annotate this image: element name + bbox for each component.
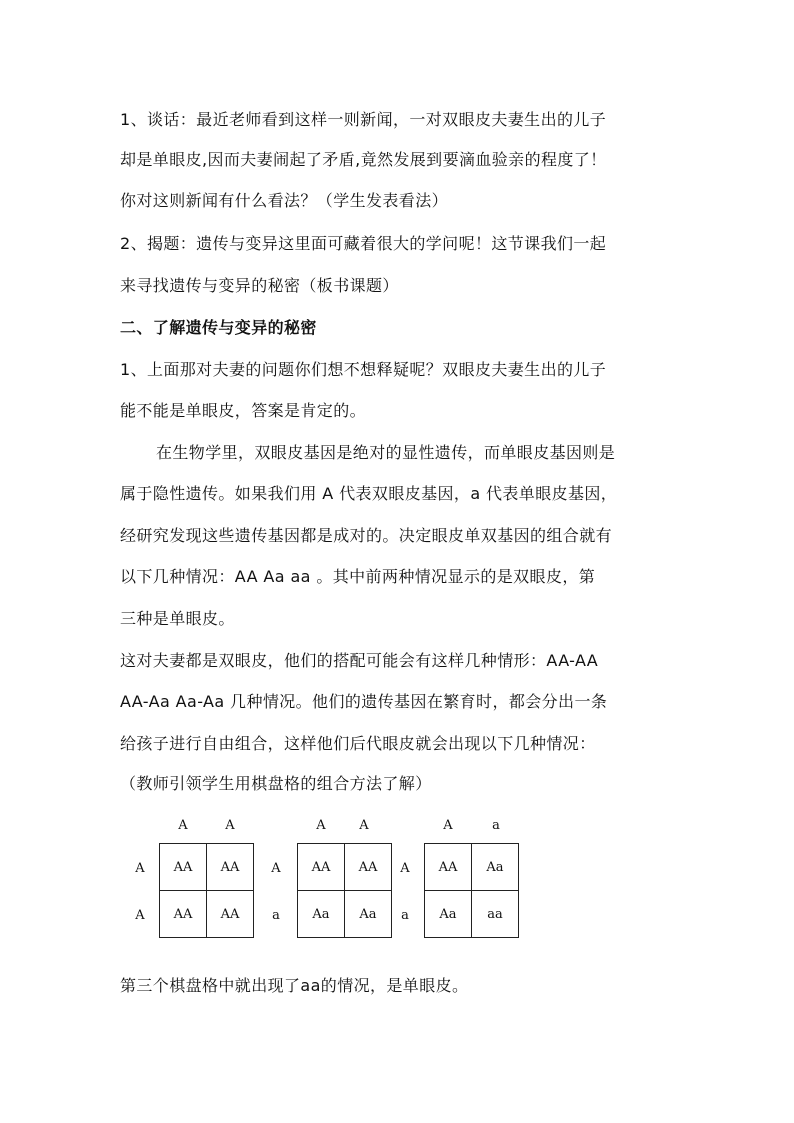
paragraph-line: 三种是单眼皮。	[120, 609, 235, 628]
paragraph-line: （教师引领学生用棋盘格的组合方法了解）	[120, 774, 432, 793]
paragraph-line: 能不能是单眼皮，答案是肯定的。	[120, 401, 367, 420]
grid-cell: AA	[298, 844, 345, 891]
paragraph-line: 属于隐性遗传。如果我们用 A 代表双眼皮基因，a 代表单眼皮基因，	[120, 484, 618, 503]
paragraph-line: 来寻找遗传与变异的秘密（板书课题）	[120, 276, 399, 295]
paragraph-line: 1、上面那对夫妻的问题你们想不想释疑呢？双眼皮夫妻生出的儿子	[120, 360, 607, 379]
paragraph-line: AA-Aa Aa-Aa 几种情况。他们的遗传基因在繁育时，都会分出一条	[120, 692, 608, 711]
paragraph-line: 1、谈话：最近老师看到这样一则新闻，一对双眼皮夫妻生出的儿子	[120, 110, 607, 129]
section-heading: 二、了解遗传与变异的秘密	[120, 318, 317, 337]
grid-top-label: A	[359, 818, 369, 833]
grid-cell: Aa	[472, 844, 519, 891]
paragraph-line: 2、揭题：遗传与变异这里面可藏着很大的学问呢！这节课我们一起	[120, 234, 607, 253]
grid-side-label: A	[400, 861, 410, 876]
grid-top-label: A	[225, 818, 235, 833]
grid-top-label: A	[178, 818, 188, 833]
paragraph-line: 却是单眼皮,因而夫妻闹起了矛盾,竟然发展到要滴血验亲的程度了！	[120, 150, 607, 169]
punnett-grid-2	[297, 843, 392, 938]
grid-cell: aa	[472, 891, 519, 938]
paragraph-line: 这对夫妻都是双眼皮，他们的搭配可能会有这样几种情形：AA-AA	[120, 651, 599, 670]
grid-side-label: A	[135, 908, 145, 923]
grid-cell: AA	[425, 844, 472, 891]
paragraph-line: 在生物学里，双眼皮基因是绝对的显性遗传，而单眼皮基因则是	[156, 443, 616, 462]
paragraph-line: 给孩子进行自由组合，这样他们后代眼皮就会出现以下几种情况：	[120, 734, 596, 753]
punnett-grid-1	[159, 843, 254, 938]
grid-cell: AA	[207, 844, 254, 891]
grid-cell: AA	[160, 891, 207, 938]
grid-top-label: A	[316, 818, 326, 833]
grid-cell: AA	[207, 891, 254, 938]
grid-side-label: A	[135, 861, 145, 876]
paragraph-line: 第三个棋盘格中就出现了aa的情况，是单眼皮。	[120, 976, 469, 995]
paragraph-line: 你对这则新闻有什么看法？（学生发表看法）	[120, 191, 449, 210]
paragraph-line: 经研究发现这些遗传基因都是成对的。决定眼皮单双基因的组合就有	[120, 526, 613, 545]
grid-top-label: a	[492, 818, 500, 833]
grid-side-label: a	[272, 908, 280, 923]
grid-cell: Aa	[425, 891, 472, 938]
paragraph-line: 以下几种情况：AA Aa aa 。其中前两种情况显示的是双眼皮，第	[120, 567, 596, 586]
grid-cell: AA	[345, 844, 392, 891]
grid-side-label: a	[401, 908, 409, 923]
grid-cell: Aa	[345, 891, 392, 938]
grid-side-label: A	[271, 861, 281, 876]
grid-cell: AA	[160, 844, 207, 891]
grid-cell: Aa	[298, 891, 345, 938]
punnett-grid-3	[424, 843, 519, 938]
grid-top-label: A	[443, 818, 453, 833]
